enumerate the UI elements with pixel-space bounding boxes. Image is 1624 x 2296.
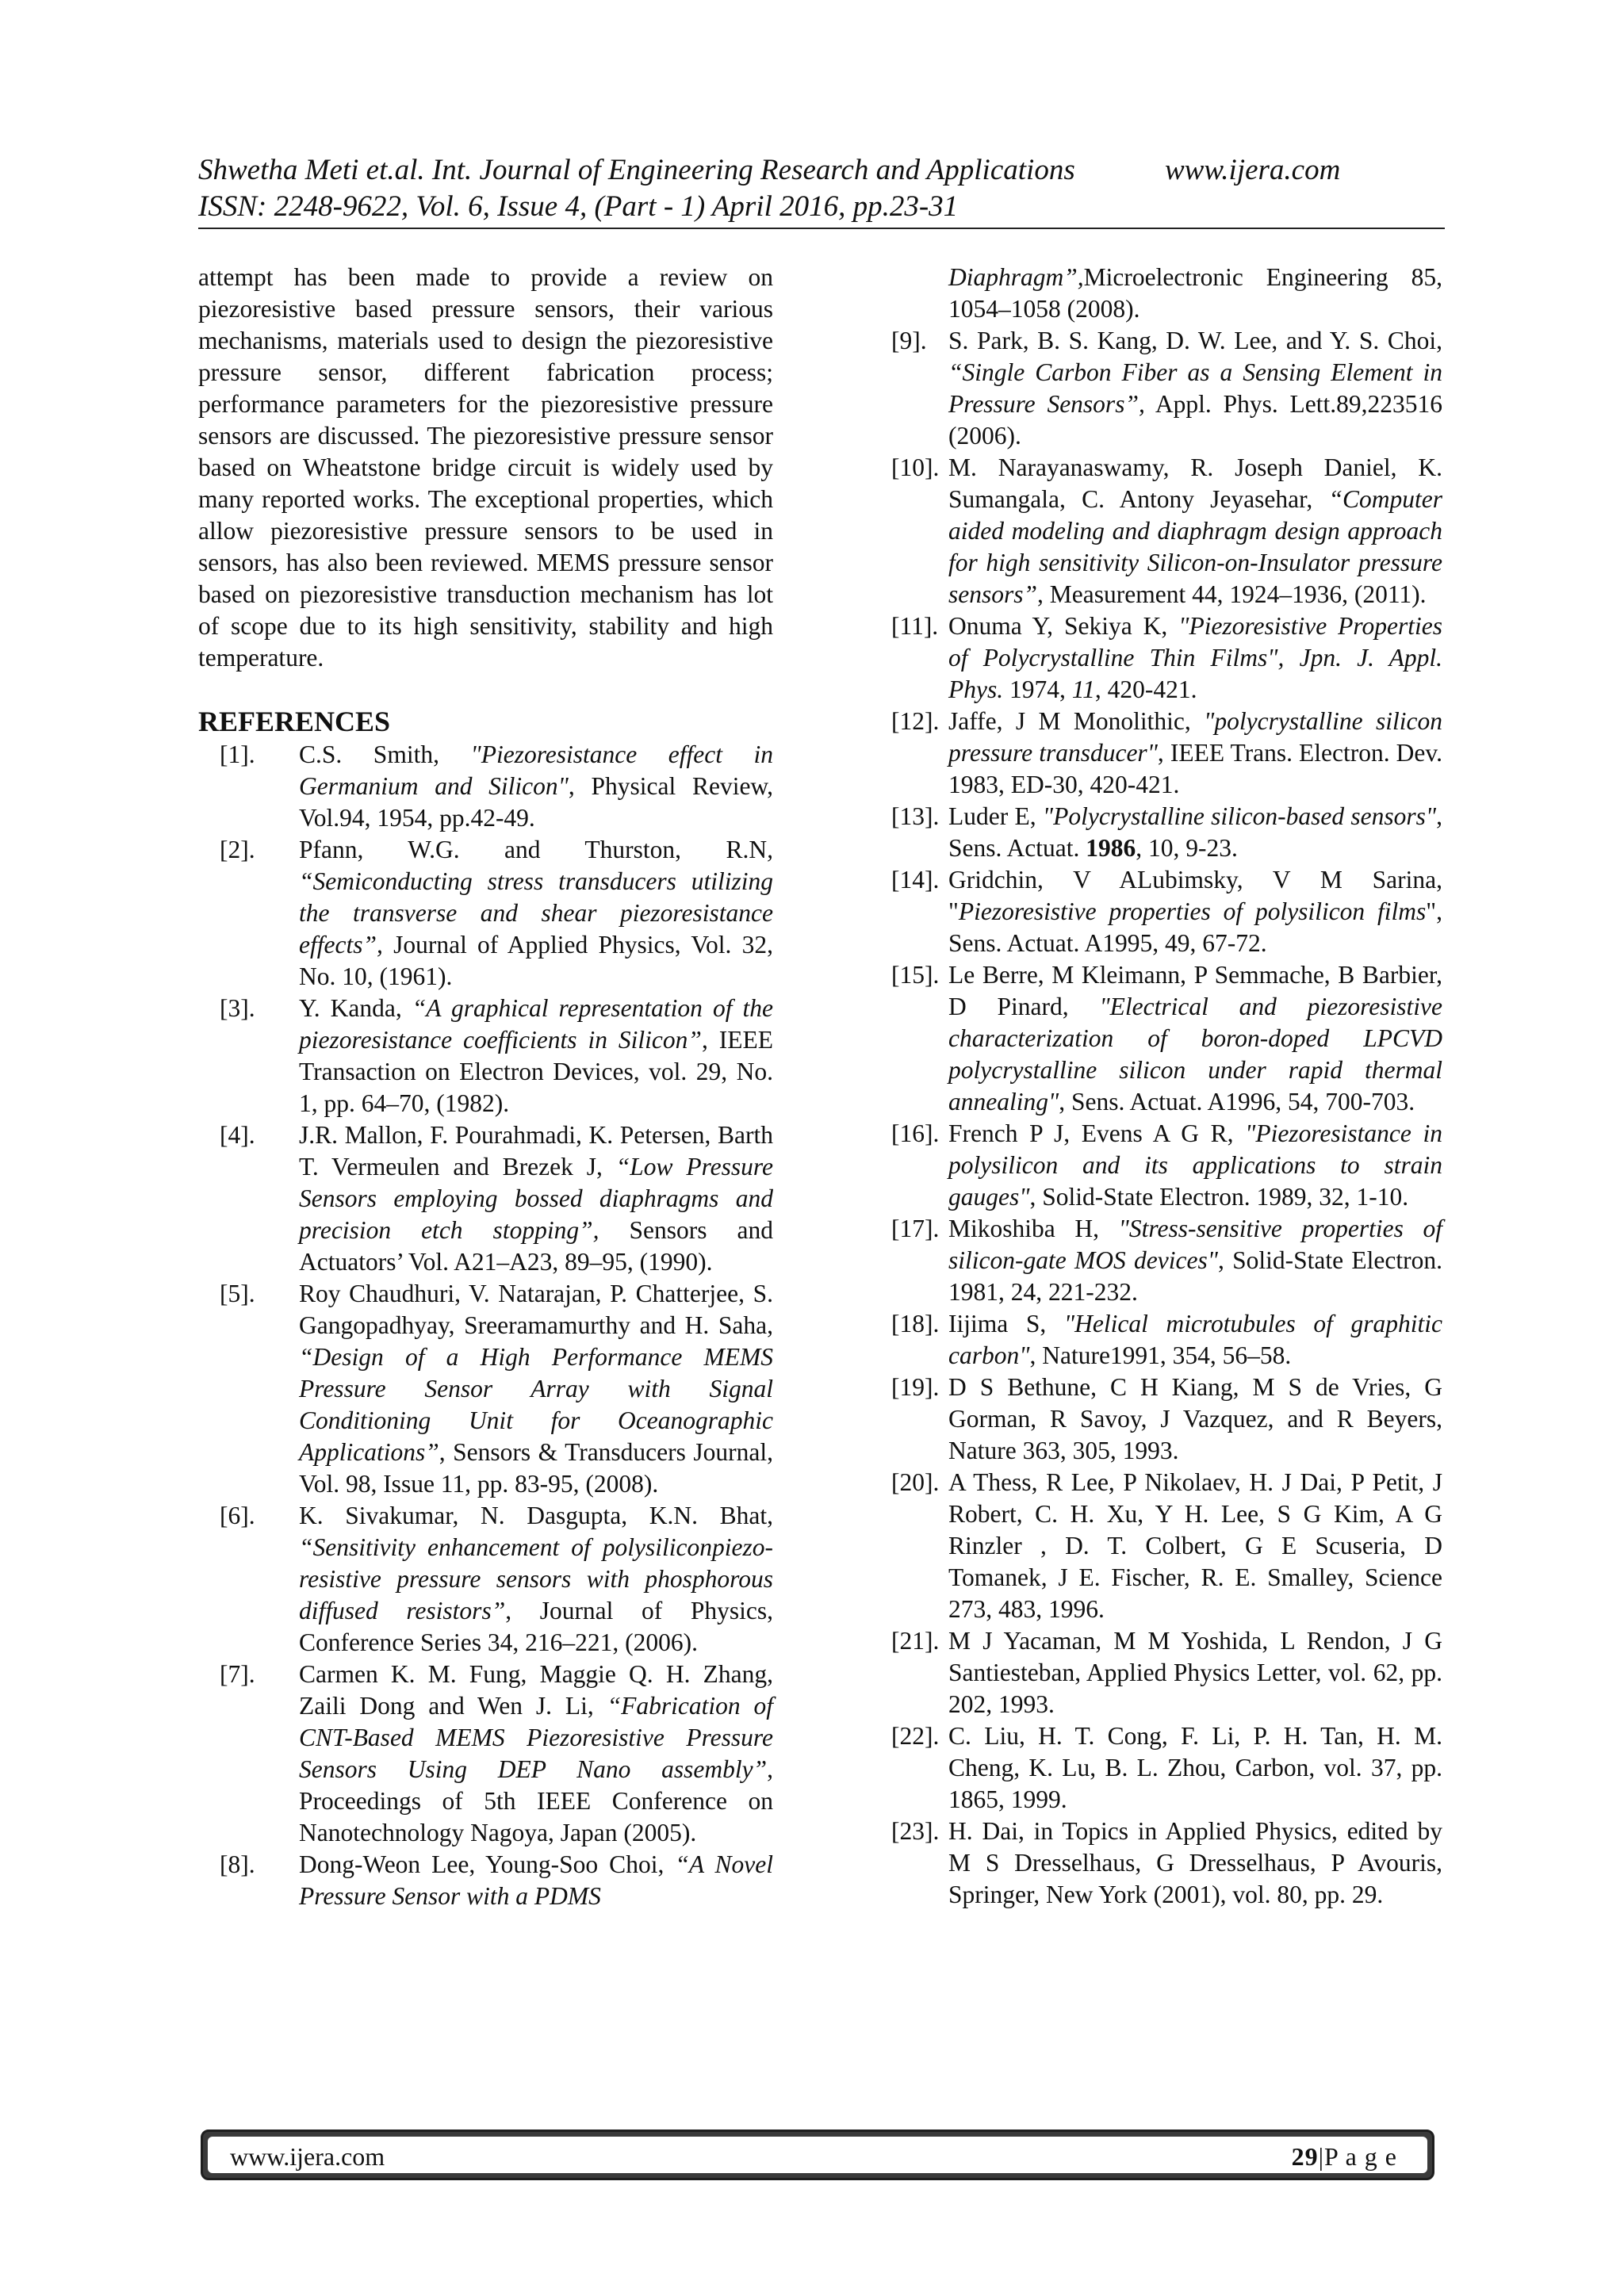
reference-text bbox=[948, 1816, 1442, 1911]
reference-item bbox=[891, 1308, 1442, 1372]
footer-page-indicator bbox=[1292, 2137, 1397, 2176]
reference-source: , Sens. Actuat. bbox=[948, 802, 1442, 862]
reference-number: [12]. bbox=[891, 707, 940, 735]
reference-source: , Solid-State Electron. 1989, 32, 1-10. bbox=[1029, 1183, 1409, 1211]
reference-authors: Luder E, bbox=[948, 802, 1043, 830]
reference-item bbox=[198, 1119, 773, 1278]
reference-text bbox=[299, 1500, 773, 1659]
page-footer bbox=[201, 2130, 1434, 2180]
reference-item bbox=[891, 959, 1442, 1118]
reference-source: Sensors and Actuators’ Vol. A21–A23, 89–95, (1990). bbox=[299, 1216, 773, 1276]
reference-source: ", Sens. Actuat. A1995, 49, 67-72. bbox=[948, 897, 1442, 957]
reference-number: [5]. bbox=[220, 1280, 255, 1307]
reference-number: [21]. bbox=[891, 1627, 940, 1655]
reference-item bbox=[198, 739, 773, 834]
reference-text bbox=[948, 1118, 1442, 1213]
reference-number: [8]. bbox=[220, 1850, 255, 1878]
reference-title: "Electrical and piezoresistive characterization of boron-doped LPCVD polycrystalline silicon under rapid thermal annealing" bbox=[948, 993, 1442, 1115]
reference-number: [19]. bbox=[891, 1373, 940, 1401]
reference-item bbox=[891, 1816, 1442, 1911]
reference-item bbox=[891, 864, 1442, 959]
reference-authors: C.S. Smith, bbox=[299, 740, 471, 768]
reference-source: , Nature1991, 354, 56–58. bbox=[1029, 1341, 1292, 1369]
reference-text bbox=[948, 1308, 1442, 1372]
reference-item bbox=[891, 1720, 1442, 1816]
reference-authors: Le Berre, M Kleimann, P Semmache, B Barbier, D Pinard, bbox=[948, 961, 1442, 1020]
reference-authors: M. Narayanaswamy, R. Joseph Daniel, K. Sumangala, C. Antony Jeyasehar, bbox=[948, 453, 1442, 513]
reference-text bbox=[299, 1119, 773, 1278]
reference-authors: Mikoshiba H, bbox=[948, 1215, 1119, 1242]
reference-number: [13]. bbox=[891, 802, 940, 830]
reference-number: [4]. bbox=[220, 1121, 255, 1149]
page-label: |P a g e bbox=[1318, 2142, 1397, 2171]
reference-number: [23]. bbox=[891, 1817, 940, 1845]
reference-pages: , 420-421. bbox=[1094, 675, 1197, 703]
reference-item bbox=[891, 1118, 1442, 1213]
reference-source: , Sensors & Transducers Journal, Vol. 98, Issue 11, pp. 83-95, (2008). bbox=[299, 1438, 773, 1498]
reference-year: 1986 bbox=[1086, 834, 1136, 862]
left-column bbox=[198, 262, 773, 1912]
reference-number: [6]. bbox=[220, 1502, 255, 1529]
reference-source: Journal of Applied Physics, Vol. 32, No. 10, (1961). bbox=[299, 931, 773, 990]
reference-source: , Physical Review, Vol.94, 1954, pp.42-49. bbox=[299, 772, 773, 832]
reference-item bbox=[891, 1467, 1442, 1625]
reference-text bbox=[948, 959, 1442, 1118]
reference-item bbox=[891, 325, 1442, 452]
reference-number: [22]. bbox=[891, 1722, 940, 1750]
reference-item bbox=[198, 1278, 773, 1500]
reference-authors: Gridchin, V ALubimsky, V M Sarina, " bbox=[948, 866, 1442, 925]
reference-text bbox=[948, 801, 1442, 864]
reference-number: [9]. bbox=[891, 327, 927, 354]
reference-source: , Proceedings of 5th IEEE Conference on Nanotechnology Nagoya, Japan (2005). bbox=[299, 1755, 773, 1846]
reference-title: "polycrystalline silicon pressure transducer" bbox=[948, 707, 1442, 767]
reference-title: "Piezoresistive Properties of Polycrystalline Thin Films", Jpn. J. Appl. Phys. bbox=[948, 612, 1442, 703]
reference-text bbox=[299, 1278, 773, 1500]
reference-authors: Carmen K. M. Fung, Maggie Q. H. Zhang, Zaili Dong and Wen J. Li, bbox=[299, 1660, 773, 1720]
reference-number: [18]. bbox=[891, 1310, 940, 1337]
reference-text bbox=[948, 864, 1442, 959]
reference-text bbox=[948, 1625, 1442, 1720]
reference-title: , “Semiconducting stress transducers utilizing the transverse and shear piezoresistance effects”, bbox=[299, 836, 773, 959]
reference-source: , IEEE Transaction on Electron Devices, vol. 29, No. 1, pp. 64–70, (1982). bbox=[299, 1026, 774, 1117]
reference-text bbox=[299, 739, 773, 834]
reference-number: [17]. bbox=[891, 1215, 940, 1242]
reference-number: [20]. bbox=[891, 1468, 940, 1496]
reference-authors: D S Bethune, C H Kiang, M S de Vries, G Gorman, R Savoy, J Vazquez, and R Beyers, Nature 363, 305, 1993. bbox=[948, 1373, 1442, 1464]
reference-title: “Low Pressure Sensors employing bossed diaphragms and precision etch stopping”, bbox=[299, 1153, 773, 1244]
reference-title: Diaphragm”, bbox=[948, 263, 1084, 291]
reference-authors: M J Yacaman, M M Yoshida, L Rendon, J G Santiesteban, Applied Physics Letter, vol. 62, pp. 202, 1993. bbox=[948, 1627, 1442, 1718]
reference-text bbox=[948, 1213, 1442, 1308]
reference-item bbox=[891, 801, 1442, 864]
reference-item bbox=[198, 993, 773, 1119]
reference-source: , Journal of Physics, Conference Series 34, 216–221, (2006). bbox=[299, 1597, 773, 1656]
reference-authors: French P J, Evens A G R, bbox=[948, 1119, 1246, 1147]
right-column bbox=[891, 262, 1442, 1911]
reference-item bbox=[198, 1849, 773, 1912]
running-header bbox=[198, 152, 1364, 225]
page-number: 29 bbox=[1291, 2142, 1319, 2171]
reference-pages: , 10, 9-23. bbox=[1136, 834, 1238, 862]
reference-number: [10]. bbox=[891, 453, 940, 481]
reference-number: [16]. bbox=[891, 1119, 940, 1147]
reference-source: 1974, bbox=[1003, 675, 1072, 703]
header-rule bbox=[198, 228, 1445, 229]
reference-source: , Sens. Actuat. A1996, 54, 700-703. bbox=[1059, 1088, 1415, 1115]
reference-authors: Y. Kanda, bbox=[299, 994, 412, 1022]
reference-title: “Design of a High Performance MEMS Pressure Sensor Array with Signal Conditioning Unit for Oceanographic Applications” bbox=[299, 1343, 773, 1466]
reference-text bbox=[948, 610, 1442, 706]
references-heading: REFERENCES bbox=[198, 706, 391, 737]
reference-number: [7]. bbox=[220, 1660, 255, 1688]
reference-text bbox=[948, 1372, 1442, 1467]
reference-title: "Piezoresistance effect in Germanium and Silicon" bbox=[299, 740, 773, 800]
reference-item bbox=[891, 1213, 1442, 1308]
reference-item bbox=[198, 1659, 773, 1849]
reference-number: [15]. bbox=[891, 961, 940, 989]
reference-title: "Stress-sensitive properties of silicon-gate MOS devices" bbox=[948, 1215, 1442, 1274]
reference-number: [1]. bbox=[220, 740, 255, 768]
footer-box bbox=[208, 2137, 1427, 2173]
reference-authors: Onuma Y, Sekiya K, bbox=[948, 612, 1179, 640]
reference-item bbox=[891, 706, 1442, 801]
reference-text bbox=[948, 1467, 1442, 1625]
reference-authors: Roy Chaudhuri, V. Natarajan, P. Chatterjee, S. Gangopadhyay, Sreeramamurthy and H. Saha, bbox=[299, 1280, 773, 1339]
reference-text bbox=[299, 1659, 773, 1849]
reference-title: "Polycrystalline silicon-based sensors" bbox=[1042, 802, 1437, 830]
reference-number: [2]. bbox=[220, 836, 255, 863]
reference-title: “Computer aided modeling and diaphragm design approach for high sensitivity Silicon-on-Insulator pressure sensors” bbox=[948, 485, 1442, 608]
reference-authors: Jaffe, J M Monolithic, bbox=[948, 707, 1205, 735]
reference-text bbox=[299, 993, 773, 1119]
reference-text bbox=[948, 706, 1442, 801]
reference-title: “Sensitivity enhancement of polysiliconpiezo-resistive pressure sensors with phosphorous diffused resistors” bbox=[299, 1533, 773, 1624]
reference-list-right bbox=[891, 262, 1442, 1911]
reference-list-left bbox=[198, 739, 773, 1912]
reference-text bbox=[299, 1849, 773, 1912]
reference-text bbox=[948, 262, 1442, 325]
reference-title: "Helical microtubules of graphitic carbon" bbox=[948, 1310, 1442, 1369]
reference-text bbox=[948, 1720, 1442, 1816]
reference-authors: H. Dai, in Topics in Applied Physics, edited by M S Dresselhaus, G Dresselhaus, P Avouris, Springer, New York (2001), vol. 80, pp. 29. bbox=[948, 1817, 1442, 1908]
reference-volume: 11 bbox=[1071, 675, 1095, 703]
reference-item bbox=[891, 452, 1442, 610]
reference-item bbox=[198, 834, 773, 993]
header-citation: Shwetha Meti et.al. Int. Journal of Engineering Research and Applications bbox=[198, 154, 1075, 186]
reference-item bbox=[198, 1500, 773, 1659]
reference-authors: S. Park, B. S. Kang, D. W. Lee, and Y. S. Choi, bbox=[948, 327, 1442, 354]
reference-title: “A graphical representation of the piezoresistance coefficients in Silicon” bbox=[299, 994, 773, 1054]
reference-authors: J.R. Mallon, F. Pourahmadi, K. Petersen, Barth T. Vermeulen and Brezek J, bbox=[299, 1121, 773, 1181]
reference-source: Appl. Phys. Lett.89,223516 (2006). bbox=[948, 390, 1442, 450]
reference-text bbox=[299, 834, 773, 993]
reference-number: [3]. bbox=[220, 994, 255, 1022]
reference-text bbox=[948, 452, 1442, 610]
reference-item bbox=[891, 1372, 1442, 1467]
reference-authors: C. Liu, H. T. Cong, F. Li, P. H. Tan, H. M. Cheng, K. Lu, B. L. Zhou, Carbon, vol. 37, pp. 1865, 1999. bbox=[948, 1722, 1442, 1813]
footer-website: www.ijera.com bbox=[230, 2142, 385, 2171]
reference-number bbox=[891, 262, 948, 325]
reference-text bbox=[948, 325, 1442, 452]
reference-title: Piezoresistive properties of polysilicon films bbox=[958, 897, 1427, 925]
reference-authors: Pfann, W.G. and Thurston, R.N bbox=[299, 836, 768, 863]
reference-authors: Iijima S, bbox=[948, 1310, 1064, 1337]
reference-source: , IEEE Trans. Electron. Dev. 1983, ED-30, 420-421. bbox=[948, 739, 1442, 798]
intro-paragraph: attempt has been made to provide a review on piezoresistive based pressure sensors, their various mechanisms, materials used to design the piezoresistive pressure sensor, different fabrication process; performance parameters for the piezoresistive pressure sensors are discussed. The piezoresistive pressure sensor based on Wheatstone bridge circuit is widely used by many reported works. The exceptional properties, which allow piezoresistive pressure sensors to be used in sensors, has also been reviewed. MEMS pressure sensor based on piezoresistive transduction mechanism has lot of scope due to its high sensitivity, stability and high temperature. bbox=[198, 263, 773, 672]
reference-item bbox=[891, 610, 1442, 706]
reference-item bbox=[891, 262, 1442, 325]
reference-authors: Dong-Weon Lee, Young-Soo Choi, bbox=[299, 1850, 676, 1878]
header-issn-line: ISSN: 2248-9622, Vol. 6, Issue 4, (Part - 1) April 2016, pp.23-31 bbox=[198, 190, 959, 223]
header-journal-line bbox=[198, 152, 1364, 189]
reference-number: [11]. bbox=[891, 612, 939, 640]
reference-title: “Single Carbon Fiber as a Sensing Element in Pressure Sensors”, bbox=[948, 358, 1442, 418]
reference-authors: A Thess, R Lee, P Nikolaev, H. J Dai, P Petit, J Robert, C. H. Xu, Y H. Lee, S G Kim, A G Rinzler , D. T. Colbert, G E Scuseria, D Tomanek, J E. Fischer, R. E. Smalley, Science 273, 483, 1996. bbox=[948, 1468, 1442, 1623]
reference-source: Microelectronic Engineering 85, 1054–1058 (2008). bbox=[948, 263, 1442, 323]
reference-authors: K. Sivakumar, N. Dasgupta, K.N. Bhat, bbox=[299, 1502, 773, 1529]
reference-number: [14]. bbox=[891, 866, 940, 894]
header-website: www.ijera.com bbox=[1165, 154, 1341, 186]
reference-item bbox=[891, 1625, 1442, 1720]
reference-title: “A Novel Pressure Sensor with a PDMS bbox=[299, 1850, 773, 1910]
reference-title: “Fabrication of CNT-Based MEMS Piezoresistive Pressure Sensors Using DEP Nano assembly” bbox=[299, 1692, 773, 1783]
reference-source: , Solid-State Electron. 1981, 24, 221-232. bbox=[948, 1246, 1442, 1306]
reference-source: , Measurement 44, 1924–1936, (2011). bbox=[1037, 580, 1427, 608]
reference-title: "Piezoresistance in polysilicon and its applications to strain gauges" bbox=[948, 1119, 1442, 1211]
